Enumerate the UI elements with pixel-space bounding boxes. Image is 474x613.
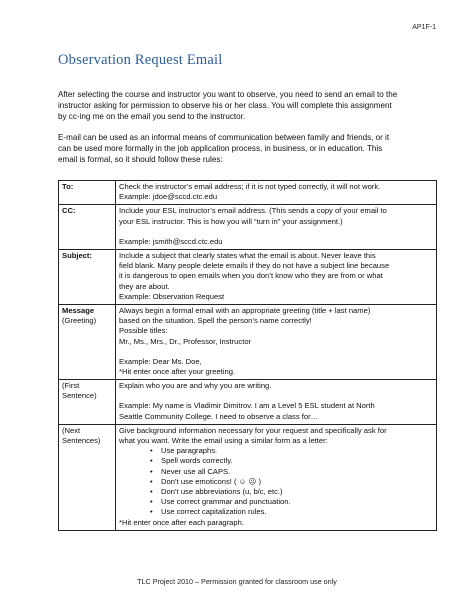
row-label-subject: Subject: <box>59 250 116 305</box>
email-line: email is formal, so it should follow these rules: <box>58 155 223 165</box>
row-example: Example: My name is Vladimir Dimitrov. I am a Level 5 ESL student at North <box>119 401 375 411</box>
table-row-first-sentence <box>59 380 437 425</box>
row-note: *Hit enter once after each paragraph. <box>119 517 244 527</box>
row-text: Example: jdoe@sccd.ctc.edu <box>119 192 218 202</box>
list-item: • Use correct grammar and punctuation. <box>161 497 433 507</box>
document-title: Observation Request Email <box>58 52 223 68</box>
list-item: • Use paragraphs. <box>161 446 433 456</box>
row-example: Example: Observation Request <box>119 291 225 301</box>
row-label-to: To: <box>59 181 116 205</box>
page-footer: TLC Project 2010 – Permission granted for classroom use only <box>137 577 337 586</box>
table-row-message <box>59 305 437 380</box>
table-row-subject <box>59 250 437 305</box>
row-text: what you want. Write the email using a similar form as a letter: <box>119 436 328 446</box>
row-text: they are about. <box>119 281 170 291</box>
row-label-first-sentence: (First Sentence) <box>59 380 116 425</box>
intro-line: by cc-ing me on the email you send to the instructor. <box>58 112 246 122</box>
row-content-to <box>116 181 437 205</box>
intro-line: instructor asking for permission to observe his or her class. You will complete this assignment <box>58 101 392 111</box>
row-label-cc: CC: <box>59 205 116 250</box>
row-example: Example: jsmith@sccd.ctc.edu <box>119 236 223 246</box>
row-text: Explain who you are and why you are writing. <box>119 381 272 391</box>
row-text: Always begin a formal email with an appropriate greeting (title + last name) <box>119 306 371 316</box>
list-item: • Use correct capitalization rules. <box>161 507 433 517</box>
row-text: Include a subject that clearly states what the email is about. Never leave this <box>119 251 376 261</box>
row-text: Possible titles: <box>119 326 168 336</box>
list-item: • Spell words correctly. <box>161 456 433 466</box>
row-content-subject <box>116 250 437 305</box>
list-item: • Don’t use abbreviations (u, b/c, etc.) <box>161 487 433 497</box>
row-text: Check the instructor’s email address; if it is not typed correctly, it will not work. <box>119 182 381 191</box>
table-row-cc <box>59 205 437 250</box>
row-content-next-sentences <box>116 424 437 530</box>
row-text: Mr., Ms., Mrs., Dr., Professor, Instructor <box>119 336 252 346</box>
row-content-cc <box>116 205 437 250</box>
row-text: field blank. Many people delete emails if they do not have a subject line because <box>119 261 390 271</box>
list-item: • Never use all CAPS. <box>161 467 433 477</box>
page-code: AP1F-1 <box>412 24 436 31</box>
row-sublabel: (Greeting) <box>62 316 97 326</box>
email-formality-paragraph <box>58 132 434 166</box>
row-text: it is dangerous to open emails when you don’t know who they are from or what <box>119 271 383 281</box>
row-label-next-sentences: (Next Sentences) <box>59 424 116 530</box>
email-line: can be used more formally in the job application process, in business, or in education. This <box>58 144 383 154</box>
row-content-first-sentence <box>116 380 437 425</box>
row-text: Include your ESL instructor’s email address. (This sends a copy of your email to <box>119 206 387 216</box>
row-example: Seattle Community College. I need to observe a class for… <box>119 411 319 421</box>
intro-paragraph <box>58 89 434 123</box>
list-item: • Don’t use emoticons! ( ☺ ☹ ) <box>161 477 433 487</box>
row-text: based on the situation. Spell the person’s name correctly! <box>119 316 312 326</box>
row-note: *Hit enter once after your greeting. <box>119 367 236 377</box>
row-text: your ESL instructor. This is how you will “turn in” your assignment.) <box>119 216 343 226</box>
row-label-message: Message (Greeting) <box>59 305 116 380</box>
email-rules-table <box>58 180 437 531</box>
email-line: E-mail can be used as an informal means of communication between family and friends, or it <box>58 133 390 142</box>
row-text: Give background information necessary for your request and specifically ask for <box>119 425 387 435</box>
rules-bullet-list <box>119 446 433 517</box>
intro-line: After selecting the course and instructor you want to observe, you need to send an email to the <box>58 90 398 99</box>
table-row-to <box>59 181 437 205</box>
table-row-next-sentences <box>59 424 437 530</box>
row-content-message <box>116 305 437 380</box>
row-example: Example: Dear Ms. Doe, <box>119 356 202 366</box>
